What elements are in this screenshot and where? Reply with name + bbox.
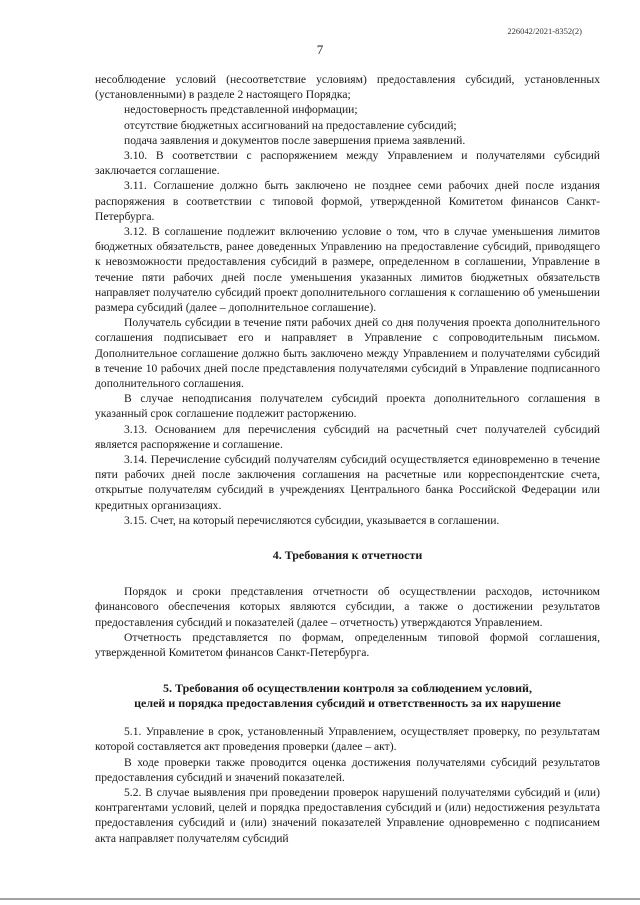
paragraph: Получатель субсидии в течение пяти рабочих дней со дня получения проекта дополнительного соглашения подписывает его и направляет в Управление с сопроводительным письмом. Дополнительное соглашение должно быть заключено между Управлением и получателями субсидий в течение 10 рабочих дней после представления получателями субсидий в Управление подписанного дополнительного соглашения. <box>95 316 600 391</box>
section-4-heading: 4. Требования к отчетности <box>272 548 423 563</box>
paragraph-3-14: 3.14. Перечисление субсидий получателям субсидий осуществляется единовременно в течение пяти рабочих дней после заключения соглашения на расчетные или корреспондентские счета, открытые получателям субсидий в учреждениях Центрального банка Российской Федерации или кредитных организациях. <box>95 453 600 512</box>
document-id: 226042/2021-8352(2) <box>507 26 582 36</box>
paragraph: Отчетность представляется по формам, определенным типовой формой соглашения, утвержденной Комитетом финансов Санкт-Петербурга. <box>95 630 600 659</box>
document-body <box>95 72 600 846</box>
paragraph-5-1: 5.1. Управление в срок, установленный Управлением, осуществляет проверку, по результатам которой составляется акт проведения проверки (далее – акт). <box>95 725 600 754</box>
section-5-heading <box>95 681 600 711</box>
paragraph-3-12: 3.12. В соглашение подлежит включению условие о том, что в случае уменьшения лимитов бюджетных обязательств, ранее доведенных Управлению на предоставление субсидий, приводящего к невозможности предоставления субсидий в размере, определенном в соглашении, Управление в течение пяти рабочих дней после уменьшения указанных лимитов бюджетных обязательств направляет получателю субсидий проект дополнительного соглашения к соглашению об уменьшении размера субсидий (далее – дополнительное соглашение). <box>95 225 600 315</box>
paragraph-3-11: 3.11. Соглашение должно быть заключено не позднее семи рабочих дней после издания распоряжения в соответствии с типовой формой, утвержденной Комитетом финансов Санкт-Петербурга. <box>95 179 600 223</box>
paragraph: В ходе проверки также проводится оценка достижения получателями субсидий результатов предоставления субсидий и значений показателей. <box>95 755 600 784</box>
paragraph: несоблюдение условий (несоответствие условиям) предоставления субсидий, установленных (установленными) в разделе 2 настоящего Порядка; <box>95 73 600 102</box>
paragraph-3-15: 3.15. Счет, на который перечисляются субсидии, указывается в соглашении. <box>124 513 500 527</box>
section-5-heading-line-2: целей и порядка предоставления субсидий и ответственность за их нарушение <box>134 696 561 711</box>
section-5-heading-line-1: 5. Требования об осуществлении контроля за соблюдением условий, <box>163 681 532 696</box>
page-number: 7 <box>316 42 324 57</box>
paragraph: В случае неподписания получателем субсидий проекта дополнительного соглашения в указанный срок соглашение подлежит расторжению. <box>95 392 600 421</box>
paragraph-5-2: 5.2. В случае выявления при проведении проверок нарушений получателями субсидий и (или) контрагентами условий, целей и порядка предоставления субсидий и (или) недостижения результата предоставления субсидий и (или) значений показателей Управление одновременно с подписанием акта направляет получателям субсидий <box>95 785 600 845</box>
paragraph-3-10: 3.10. В соответствии с распоряжением между Управлением и получателями субсидий заключается соглашение. <box>95 149 600 178</box>
paragraph-3-13: 3.13. Основанием для перечисления субсидий на расчетный счет получателей субсидий является распоряжение и соглашение. <box>95 422 600 451</box>
scan-edge-line <box>0 898 640 900</box>
paragraph: подача заявления и документов после завершения приема заявлений. <box>124 133 466 147</box>
paragraph: недостоверность представленной информации; <box>124 103 358 117</box>
paragraph: отсутствие бюджетных ассигнований на предоставление субсидий; <box>124 118 457 132</box>
paragraph: Порядок и сроки представления отчетности об осуществлении расходов, источником финансового обеспечения которых являются субсидии, а также о достижении результатов предоставления субсидий и показателей (далее – отчетность) утверждаются Управлением. <box>95 585 600 629</box>
